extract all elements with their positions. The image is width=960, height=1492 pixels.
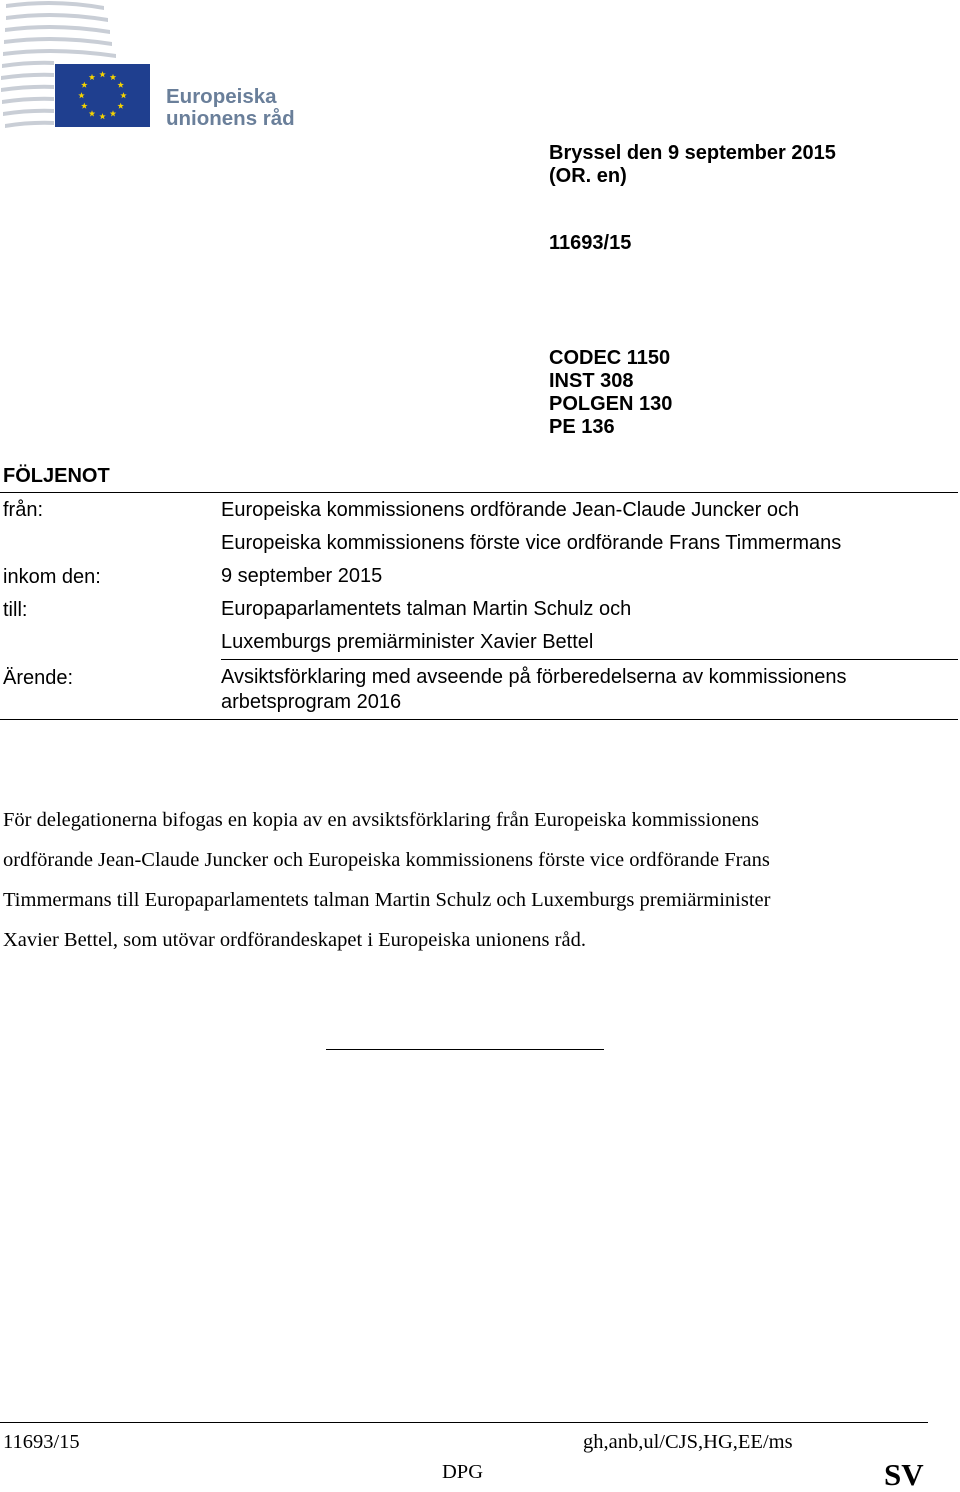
subject-top-rule [221, 659, 958, 660]
document-codes [549, 347, 672, 439]
subject-label: Ärende: [3, 667, 74, 689]
from-line: Europeiska kommissionens förste vice ordförande Frans Timmermans [221, 532, 842, 554]
subject-value [221, 665, 847, 715]
to-label: till: [3, 599, 28, 621]
body-line: Xavier Bettel, som utövar ordförandeskapet i Europeiska unionens råd. [3, 929, 586, 951]
end-of-text-rule [326, 1049, 604, 1050]
council-logo [0, 0, 320, 135]
received-label: inkom den: [3, 566, 101, 588]
footer-department: DPG [442, 1461, 484, 1483]
logo-text-line-1: Europeiska [166, 85, 277, 108]
logo-text [166, 86, 295, 130]
body-paragraph [3, 800, 903, 960]
original-language: (OR. en) [549, 165, 627, 187]
code-line: POLGEN 130 [549, 393, 673, 415]
document-type-title: FÖLJENOT [3, 465, 110, 487]
code-line: CODEC 1150 [549, 347, 671, 369]
from-value [221, 494, 841, 560]
eu-flag-icon [55, 64, 150, 127]
footer-language-code: SV [884, 1457, 924, 1492]
body-line: Timmermans till Europaparlamentets talman Martin Schulz och Luxemburgs premiärminister [3, 889, 771, 911]
received-value: 9 september 2015 [221, 565, 383, 587]
footer-doc-number: 11693/15 [3, 1431, 80, 1453]
document-number: 11693/15 [549, 232, 632, 254]
footer-rule [0, 1422, 928, 1423]
footer-initials: gh,anb,ul/CJS,HG,EE/ms [583, 1431, 793, 1453]
logo-text-line-2: unionens råd [166, 107, 295, 130]
to-value [221, 593, 631, 659]
from-label: från: [3, 499, 44, 521]
code-line: INST 308 [549, 370, 634, 392]
table-bottom-rule [0, 719, 958, 720]
subject-line: Avsiktsförklaring med avseende på förberedelserna av kommissionens [221, 666, 847, 688]
from-line: Europeiska kommissionens ordförande Jean-Claude Juncker och [221, 499, 800, 521]
document-date: Bryssel den 9 september 2015 [549, 142, 836, 164]
to-line: Europaparlamentets talman Martin Schulz och [221, 598, 632, 620]
subject-line: arbetsprogram 2016 [221, 691, 402, 713]
code-line: PE 136 [549, 416, 615, 438]
table-top-rule [0, 492, 958, 493]
body-line: För delegationerna bifogas en kopia av en avsiktsförklaring från Europeiska kommissionens [3, 809, 760, 831]
to-line: Luxemburgs premiärminister Xavier Bettel [221, 631, 594, 653]
date-block [549, 142, 836, 188]
body-line: ordförande Jean-Claude Juncker och Europeiska kommissionens förste vice ordförande Frans [3, 849, 770, 871]
